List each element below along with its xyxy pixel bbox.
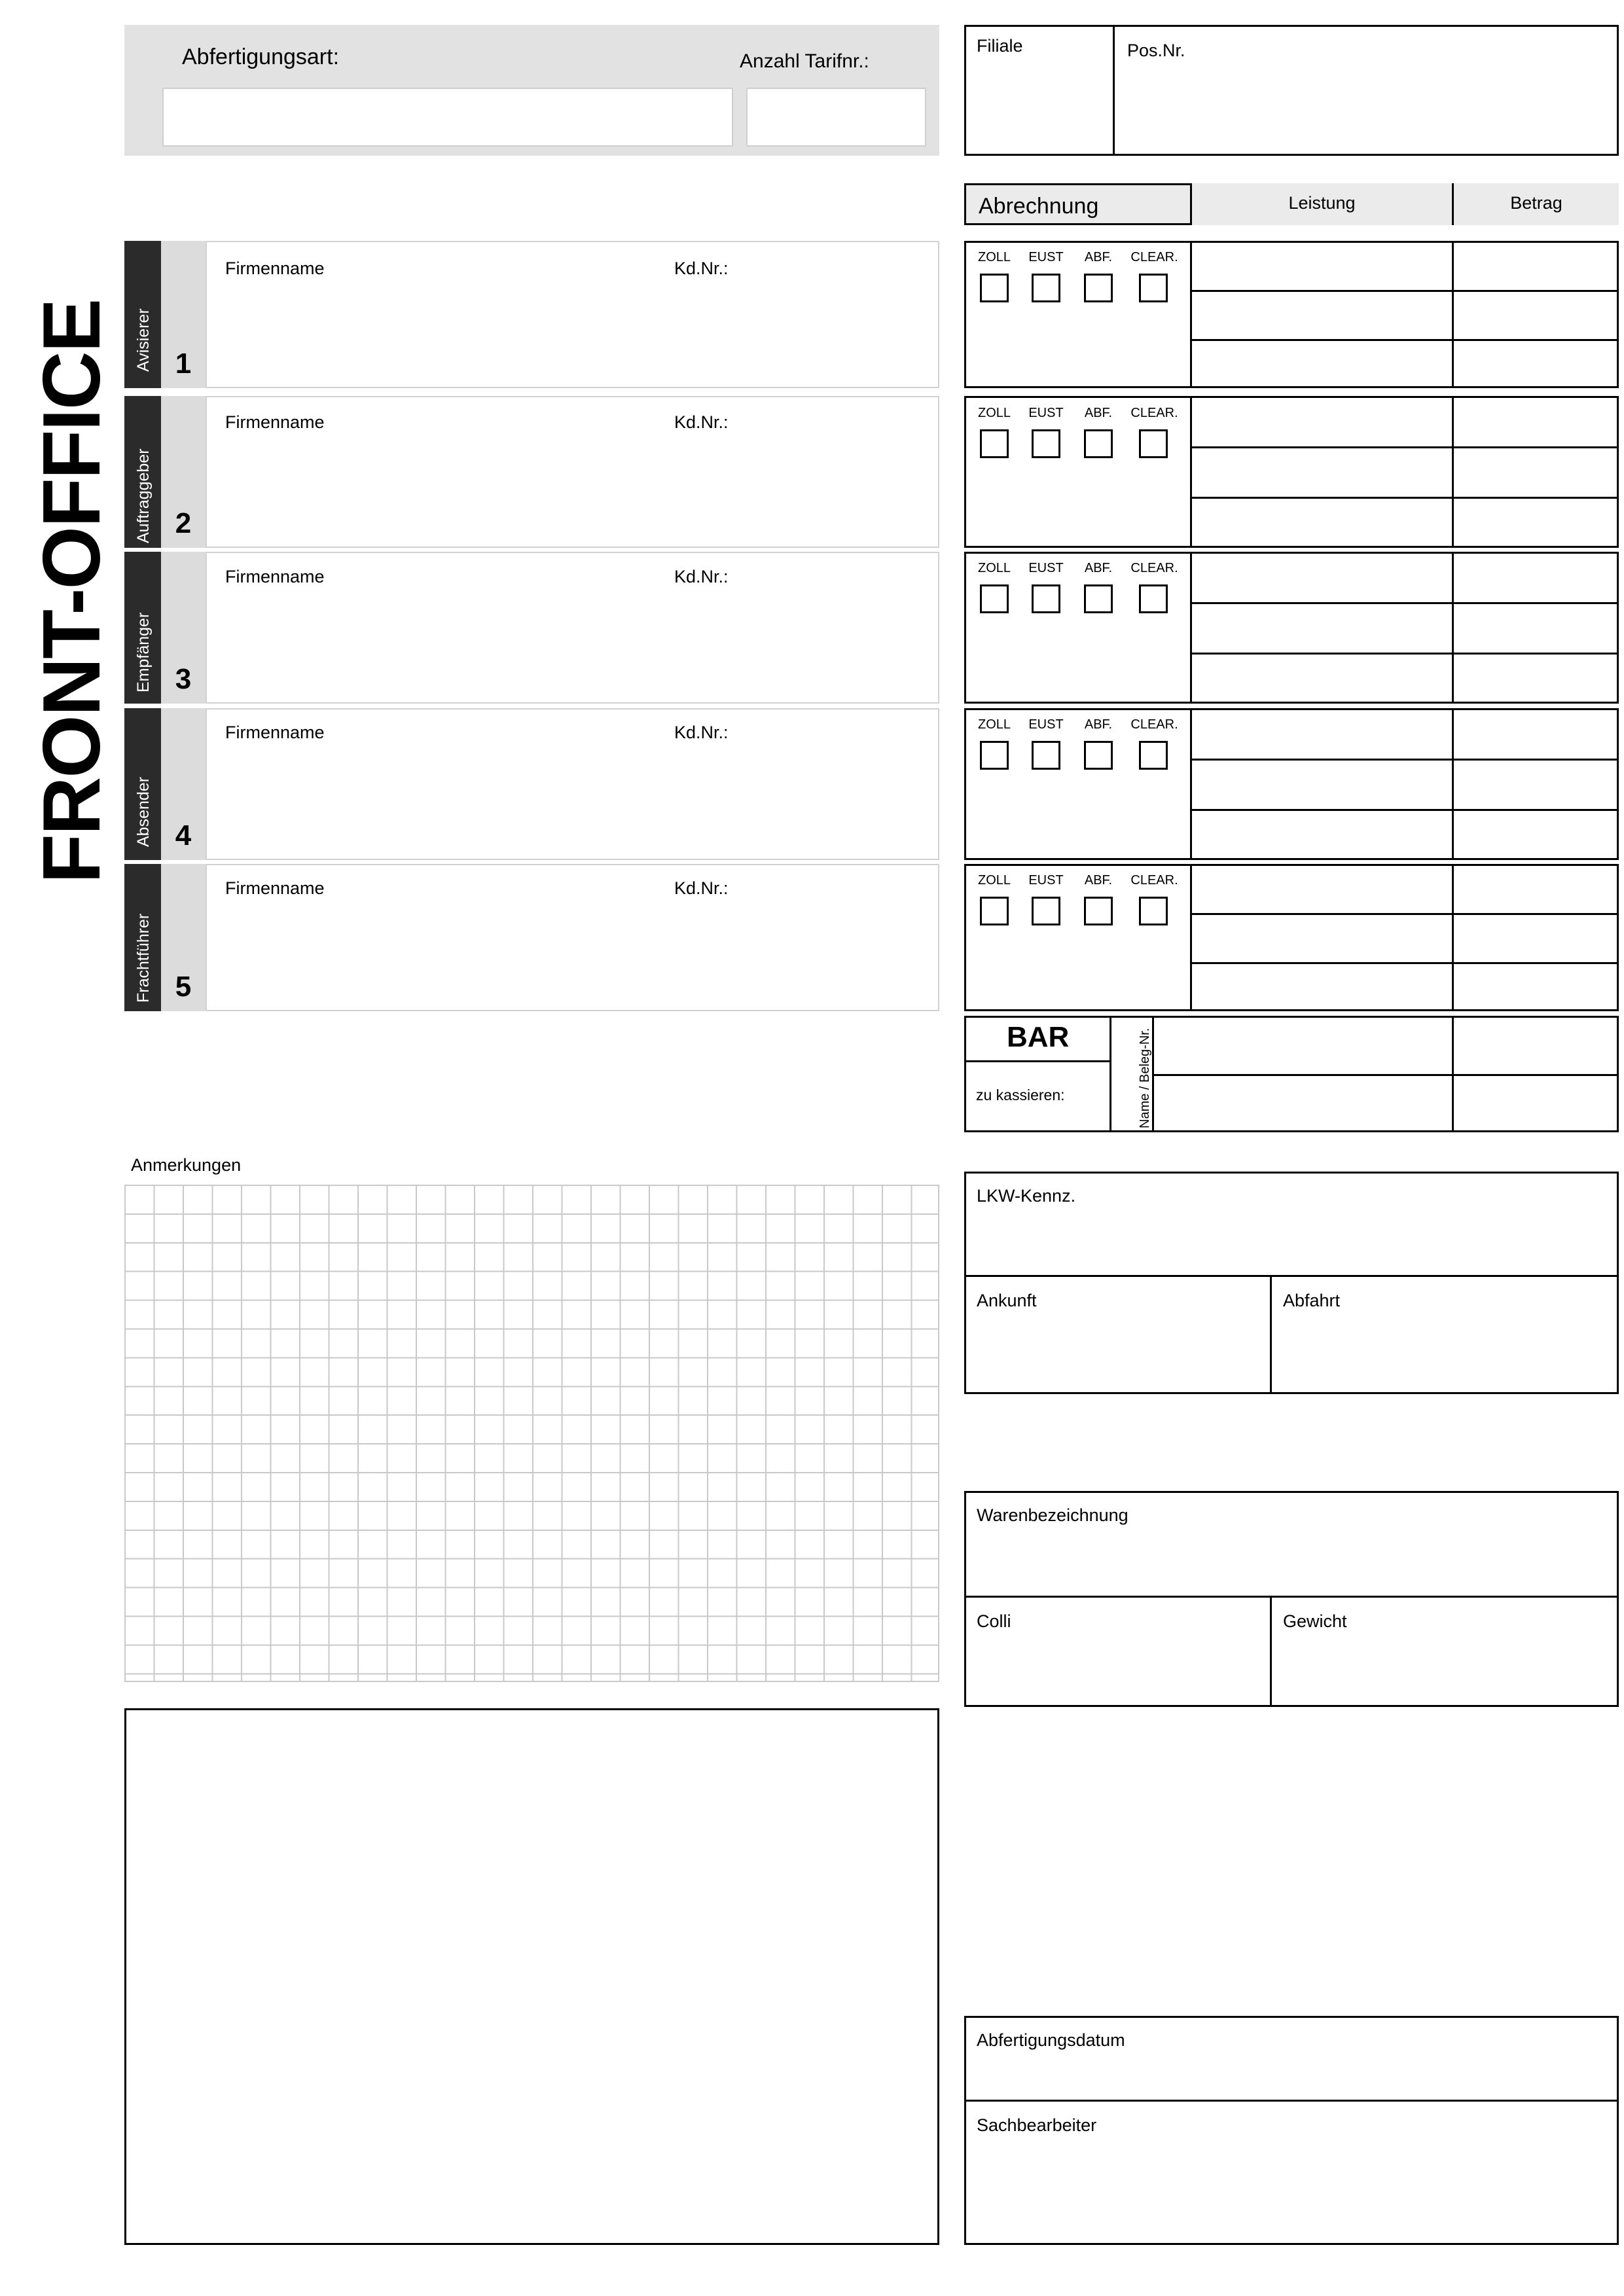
party-number-5: 5 bbox=[161, 864, 206, 1011]
party-number-4: 4 bbox=[161, 708, 206, 860]
checkbox-eust-4[interactable] bbox=[1032, 741, 1060, 770]
checkbox-clear-1[interactable] bbox=[1139, 274, 1168, 302]
checkbox-clear-4[interactable] bbox=[1139, 741, 1168, 770]
bar-divider-1 bbox=[1110, 1016, 1111, 1132]
firmenname-label-2: Firmenname bbox=[225, 412, 325, 432]
party-number-2: 2 bbox=[161, 396, 206, 548]
abr-divider-betrag-1 bbox=[1452, 241, 1454, 388]
abr-rowline-3b bbox=[1190, 653, 1619, 655]
abr-rowline-1a bbox=[1190, 290, 1619, 292]
abr-divider-1 bbox=[1190, 241, 1192, 388]
checkbox-label-abf-4: ABF. bbox=[1084, 717, 1113, 732]
warenbezeichnung-value[interactable] bbox=[977, 1538, 1605, 1585]
checkbox-abf-4[interactable] bbox=[1084, 741, 1113, 770]
bar-vertical-label-wrap bbox=[1113, 1016, 1152, 1132]
abr-rowline-2b bbox=[1190, 497, 1619, 499]
abr-rowline-5a bbox=[1190, 913, 1619, 915]
lkw-kennz-value[interactable] bbox=[977, 1219, 1605, 1265]
colli-value[interactable] bbox=[977, 1644, 1258, 1700]
checkbox-clear-5[interactable] bbox=[1139, 897, 1168, 925]
checkbox-zoll-1[interactable] bbox=[980, 274, 1009, 302]
checkbox-eust-2[interactable] bbox=[1032, 429, 1060, 458]
checkbox-zoll-3[interactable] bbox=[980, 584, 1009, 613]
footer-divider bbox=[964, 2100, 1619, 2102]
checkbox-label-eust-2: EUST bbox=[1028, 406, 1064, 420]
anmerkungen-label: Anmerkungen bbox=[131, 1155, 242, 1175]
checkbox-label-clear-4: CLEAR. bbox=[1130, 717, 1178, 732]
abfertigungsart-label: Abfertigungsart: bbox=[182, 45, 340, 69]
side-title-text: FRONT-OFFICE bbox=[27, 299, 117, 884]
checkbox-label-clear-2: CLEAR. bbox=[1130, 406, 1178, 420]
party-number-1: 1 bbox=[161, 241, 206, 388]
goods-divider-h bbox=[964, 1596, 1619, 1598]
filiale-value[interactable] bbox=[977, 65, 1101, 144]
anmerkungen-grid[interactable] bbox=[124, 1185, 939, 1682]
abr-rowline-4b bbox=[1190, 809, 1619, 811]
checkbox-label-abf-3: ABF. bbox=[1084, 561, 1113, 575]
abr-divider-betrag-2 bbox=[1452, 396, 1454, 548]
bar-rowline bbox=[1152, 1074, 1619, 1076]
party-role-2: Auftraggeber bbox=[134, 448, 153, 543]
checkbox-abf-5[interactable] bbox=[1084, 897, 1113, 925]
firmenname-label-5: Firmenname bbox=[225, 878, 325, 898]
gewicht-label: Gewicht bbox=[1283, 1611, 1347, 1631]
party-number-3: 3 bbox=[161, 552, 206, 704]
firmenname-label-3: Firmenname bbox=[225, 567, 325, 586]
posnr-value[interactable] bbox=[1127, 72, 1605, 144]
checkbox-zoll-5[interactable] bbox=[980, 897, 1009, 925]
checkbox-abf-2[interactable] bbox=[1084, 429, 1113, 458]
checkbox-eust-3[interactable] bbox=[1032, 584, 1060, 613]
abr-rowline-3a bbox=[1190, 602, 1619, 604]
abrechnung-col-leistung: Leistung bbox=[1190, 183, 1452, 225]
abfertigungsdatum-value[interactable] bbox=[977, 2062, 1605, 2094]
checkbox-label-abf-2: ABF. bbox=[1084, 406, 1113, 420]
abrechnung-title: Abrechnung bbox=[979, 194, 1099, 219]
lkw-kennz-label: LKW-Kennz. bbox=[977, 1186, 1076, 1206]
firmenname-label-1: Firmenname bbox=[225, 259, 325, 278]
abrechnung-col-betrag: Betrag bbox=[1452, 183, 1619, 225]
checkbox-clear-3[interactable] bbox=[1139, 584, 1168, 613]
party-role-5: Frachtführer bbox=[134, 913, 153, 1003]
abr-rowline-4a bbox=[1190, 759, 1619, 761]
transport-divider-h bbox=[964, 1275, 1619, 1277]
party-tab-5 bbox=[124, 864, 161, 1011]
checkbox-abf-3[interactable] bbox=[1084, 584, 1113, 613]
firmenname-label-4: Firmenname bbox=[225, 723, 325, 742]
checkbox-label-abf-1: ABF. bbox=[1084, 250, 1113, 264]
checkbox-eust-1[interactable] bbox=[1032, 274, 1060, 302]
kdnr-label-5: Kd.Nr.: bbox=[674, 878, 729, 898]
abr-divider-betrag-3 bbox=[1452, 552, 1454, 704]
checkbox-label-clear-1: CLEAR. bbox=[1130, 250, 1178, 264]
abr-divider-betrag-4 bbox=[1452, 708, 1454, 860]
checkbox-label-zoll-1: ZOLL bbox=[977, 250, 1011, 264]
checkbox-eust-5[interactable] bbox=[1032, 897, 1060, 925]
checkbox-label-eust-3: EUST bbox=[1028, 561, 1064, 575]
abr-divider-5 bbox=[1190, 864, 1192, 1011]
checkbox-zoll-4[interactable] bbox=[980, 741, 1009, 770]
abfertigungsart-input[interactable] bbox=[162, 88, 733, 147]
checkbox-label-zoll-3: ZOLL bbox=[977, 561, 1011, 575]
bar-subtitle: zu kassieren: bbox=[976, 1086, 1065, 1103]
checkbox-label-zoll-4: ZOLL bbox=[977, 717, 1011, 732]
checkbox-label-eust-1: EUST bbox=[1028, 250, 1064, 264]
notes-box[interactable] bbox=[124, 1708, 939, 2245]
party-tab-3 bbox=[124, 552, 161, 704]
party-role-1: Avisierer bbox=[134, 308, 153, 372]
checkbox-clear-2[interactable] bbox=[1139, 429, 1168, 458]
checkbox-label-abf-5: ABF. bbox=[1084, 873, 1113, 888]
ankunft-value[interactable] bbox=[977, 1325, 1258, 1384]
bar-inner-line bbox=[964, 1060, 1110, 1062]
abr-rowline-1b bbox=[1190, 339, 1619, 341]
checkbox-label-zoll-5: ZOLL bbox=[977, 873, 1011, 888]
anzahl-tarifnr-input[interactable] bbox=[746, 88, 926, 147]
checkbox-label-zoll-2: ZOLL bbox=[977, 406, 1011, 420]
gewicht-value[interactable] bbox=[1283, 1644, 1604, 1700]
abr-divider-betrag-5 bbox=[1452, 864, 1454, 1011]
sachbearbeiter-label: Sachbearbeiter bbox=[977, 2115, 1097, 2135]
posnr-label: Pos.Nr. bbox=[1127, 41, 1185, 60]
filiale-divider bbox=[1113, 25, 1115, 156]
abfahrt-label: Abfahrt bbox=[1283, 1291, 1341, 1310]
abr-rowline-2a bbox=[1190, 446, 1619, 448]
checkbox-label-clear-3: CLEAR. bbox=[1130, 561, 1178, 575]
abr-divider-4 bbox=[1190, 708, 1192, 860]
checkbox-zoll-2[interactable] bbox=[980, 429, 1009, 458]
party-tab-4 bbox=[124, 708, 161, 860]
warenbezeichnung-label: Warenbezeichnung bbox=[977, 1505, 1128, 1525]
goods-divider-v bbox=[1270, 1596, 1272, 1707]
bar-title: BAR bbox=[1007, 1021, 1070, 1053]
abfahrt-value[interactable] bbox=[1283, 1325, 1604, 1384]
kdnr-label-4: Kd.Nr.: bbox=[674, 723, 729, 742]
bar-vertical-label: Name / Beleg-Nr. bbox=[1138, 1028, 1152, 1128]
party-tab-1 bbox=[124, 241, 161, 388]
party-role-3: Empfänger bbox=[134, 612, 153, 692]
checkbox-label-clear-5: CLEAR. bbox=[1130, 873, 1178, 888]
filiale-label: Filiale bbox=[977, 36, 1023, 56]
checkbox-label-eust-5: EUST bbox=[1028, 873, 1064, 888]
ankunft-label: Ankunft bbox=[977, 1291, 1037, 1310]
kdnr-label-2: Kd.Nr.: bbox=[674, 412, 729, 432]
party-tab-2 bbox=[124, 396, 161, 548]
abr-rowline-5b bbox=[1190, 962, 1619, 964]
checkbox-label-eust-4: EUST bbox=[1028, 717, 1064, 732]
sachbearbeiter-value[interactable] bbox=[977, 2148, 1605, 2233]
abr-divider-3 bbox=[1190, 552, 1192, 704]
checkbox-abf-1[interactable] bbox=[1084, 274, 1113, 302]
kdnr-label-3: Kd.Nr.: bbox=[674, 567, 729, 586]
document-side-title bbox=[20, 13, 117, 916]
abfertigungsdatum-label: Abfertigungsdatum bbox=[977, 2030, 1125, 2050]
colli-label: Colli bbox=[977, 1611, 1011, 1631]
anzahl-tarifnr-label: Anzahl Tarifnr.: bbox=[740, 50, 869, 72]
abr-divider-2 bbox=[1190, 396, 1192, 548]
kdnr-label-1: Kd.Nr.: bbox=[674, 259, 729, 278]
party-role-4: Absender bbox=[134, 776, 153, 847]
transport-divider-v bbox=[1270, 1275, 1272, 1394]
